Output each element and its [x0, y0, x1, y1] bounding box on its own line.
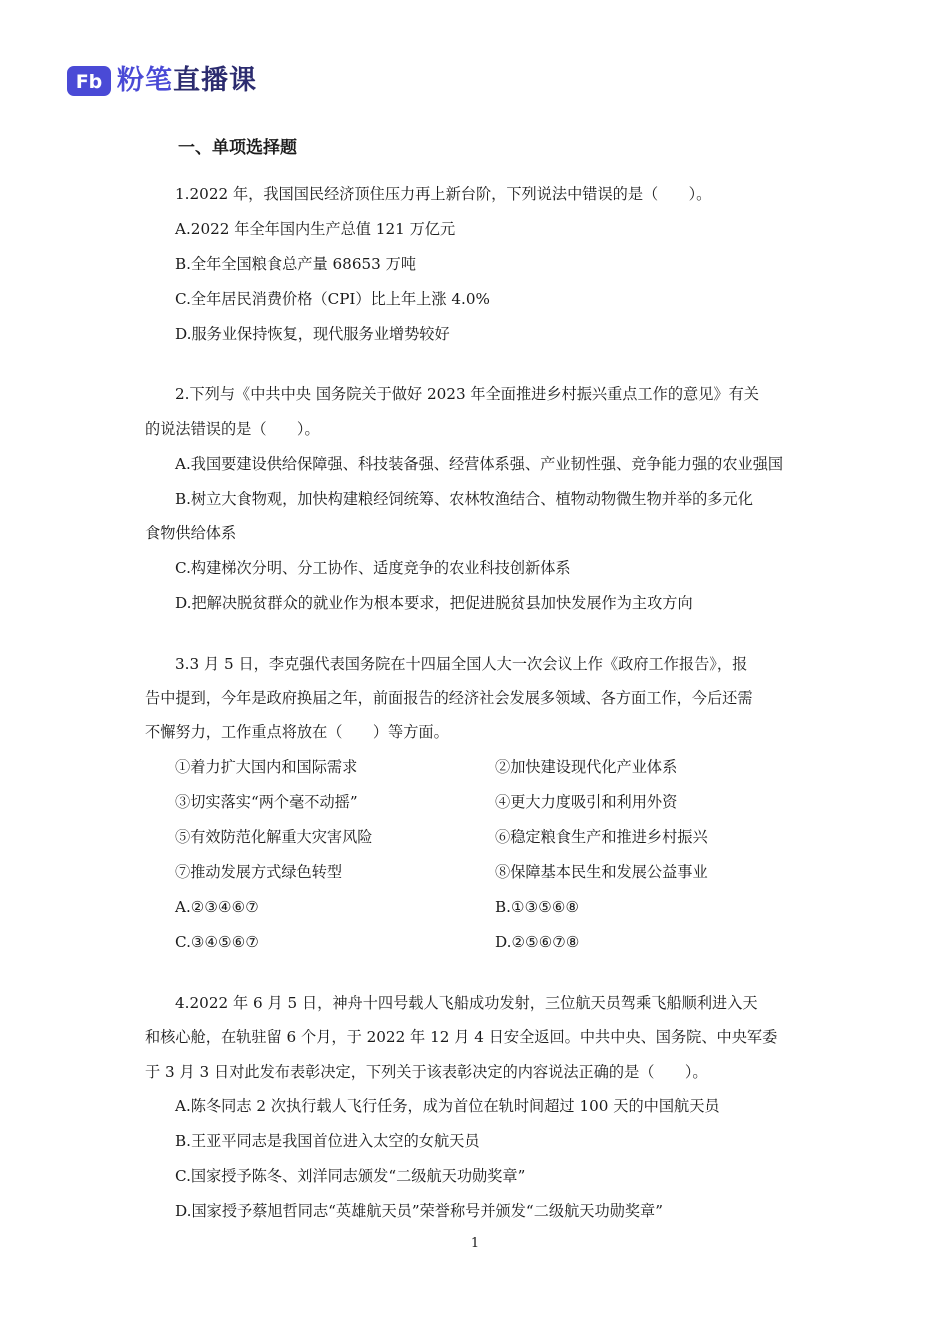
q4-option-a: A.陈冬同志 2 次执行载人飞行任务，成为首位在轨时间超过 100 天的中国航天员 — [175, 1097, 720, 1115]
q1-option-d: D.服务业保持恢复，现代服务业增势较好 — [175, 325, 450, 343]
q3-item-6: ⑥稳定粮食生产和推进乡村振兴 — [495, 828, 708, 846]
q4-stem-line3: 于 3 月 3 日对此发布表彰决定，下列关于该表彰决定的内容说法正确的是（ ）。 — [145, 1063, 708, 1081]
fb-logo-icon — [67, 66, 111, 96]
section-title: 一、单项选择题 — [178, 138, 297, 158]
q4-option-d: D.国家授予蔡旭哲同志“英雄航天员”荣誉称号并颁发“二级航天功勋奖章” — [175, 1202, 663, 1220]
q3-stem-line2: 告中提到，今年是政府换届之年，前面报告的经济社会发展多领域、各方面工作，今后还需 — [145, 689, 753, 707]
q4-option-c: C.国家授予陈冬、刘洋同志颁发“二级航天功勋奖章” — [175, 1167, 526, 1185]
q2-option-a: A.我国要建设供给保障强、科技装备强、经营体系强、产业韧性强、竞争能力强的农业强国 — [175, 455, 784, 473]
q4-option-b: B.王亚平同志是我国首位进入太空的女航天员 — [175, 1132, 480, 1150]
q2-option-b-line2: 食物供给体系 — [145, 524, 237, 542]
q3-option-b: B.①③⑤⑥⑧ — [495, 898, 580, 916]
page-number: 1 — [470, 1236, 480, 1251]
q3-stem-line1: 3.3 月 5 日，李克强代表国务院在十四届全国人大一次会议上作《政府工作报告》，报 — [175, 655, 748, 673]
q1-option-c: C.全年居民消费价格（CPI）比上年上涨 4.0% — [175, 290, 490, 308]
q3-item-3: ③切实落实“两个毫不动摇” — [175, 793, 358, 811]
brand-name: 粉笔直播课 — [117, 65, 257, 96]
q2-option-d: D.把解决脱贫群众的就业作为根本要求，把促进脱贫县加快发展作为主攻方向 — [175, 594, 693, 612]
q1-option-b: B.全年全国粮食总产量 68653 万吨 — [175, 255, 417, 273]
q2-option-b-line1: B.树立大食物观，加快构建粮经饲统筹、农林牧渔结合、植物动物微生物并举的多元化 — [175, 490, 753, 508]
q3-item-1: ①着力扩大国内和国际需求 — [175, 758, 358, 776]
q3-item-5: ⑤有效防范化解重大灾害风险 — [175, 828, 373, 846]
q4-stem-line1: 4.2022 年 6 月 5 日，神舟十四号载人飞船成功发射，三位航天员驾乘飞船顺利进入天 — [175, 994, 758, 1012]
q3-option-d: D.②⑤⑥⑦⑧ — [495, 933, 580, 951]
q3-item-7: ⑦推动发展方式绿色转型 — [175, 863, 343, 881]
svg-text:Fb: Fb — [75, 71, 103, 93]
q2-stem-line1: 2.下列与《中共中央 国务院关于做好 2023 年全面推进乡村振兴重点工作的意见》有关 — [175, 385, 759, 403]
q1-option-a: A.2022 年全年国内生产总值 121 万亿元 — [175, 220, 456, 238]
q3-item-8: ⑧保障基本民生和发展公益事业 — [495, 863, 708, 881]
q3-stem-line3: 不懈努力，工作重点将放在（ ）等方面。 — [145, 723, 449, 741]
q3-option-c: C.③④⑤⑥⑦ — [175, 933, 259, 951]
q2-stem-line2: 的说法错误的是（ ）。 — [145, 420, 320, 438]
q1-stem: 1.2022 年，我国国民经济顶住压力再上新台阶，下列说法中错误的是（ ）。 — [175, 185, 712, 203]
q3-item-4: ④更大力度吸引和利用外资 — [495, 793, 678, 811]
brand-logo — [67, 64, 257, 98]
q3-item-2: ②加快建设现代化产业体系 — [495, 758, 678, 776]
q2-option-c: C.构建梯次分明、分工协作、适度竞争的农业科技创新体系 — [175, 559, 571, 577]
q3-option-a: A.②③④⑥⑦ — [175, 898, 259, 916]
q4-stem-line2: 和核心舱，在轨驻留 6 个月，于 2022 年 12 月 4 日安全返回。中共中央、国务院、中央军委 — [145, 1028, 778, 1046]
